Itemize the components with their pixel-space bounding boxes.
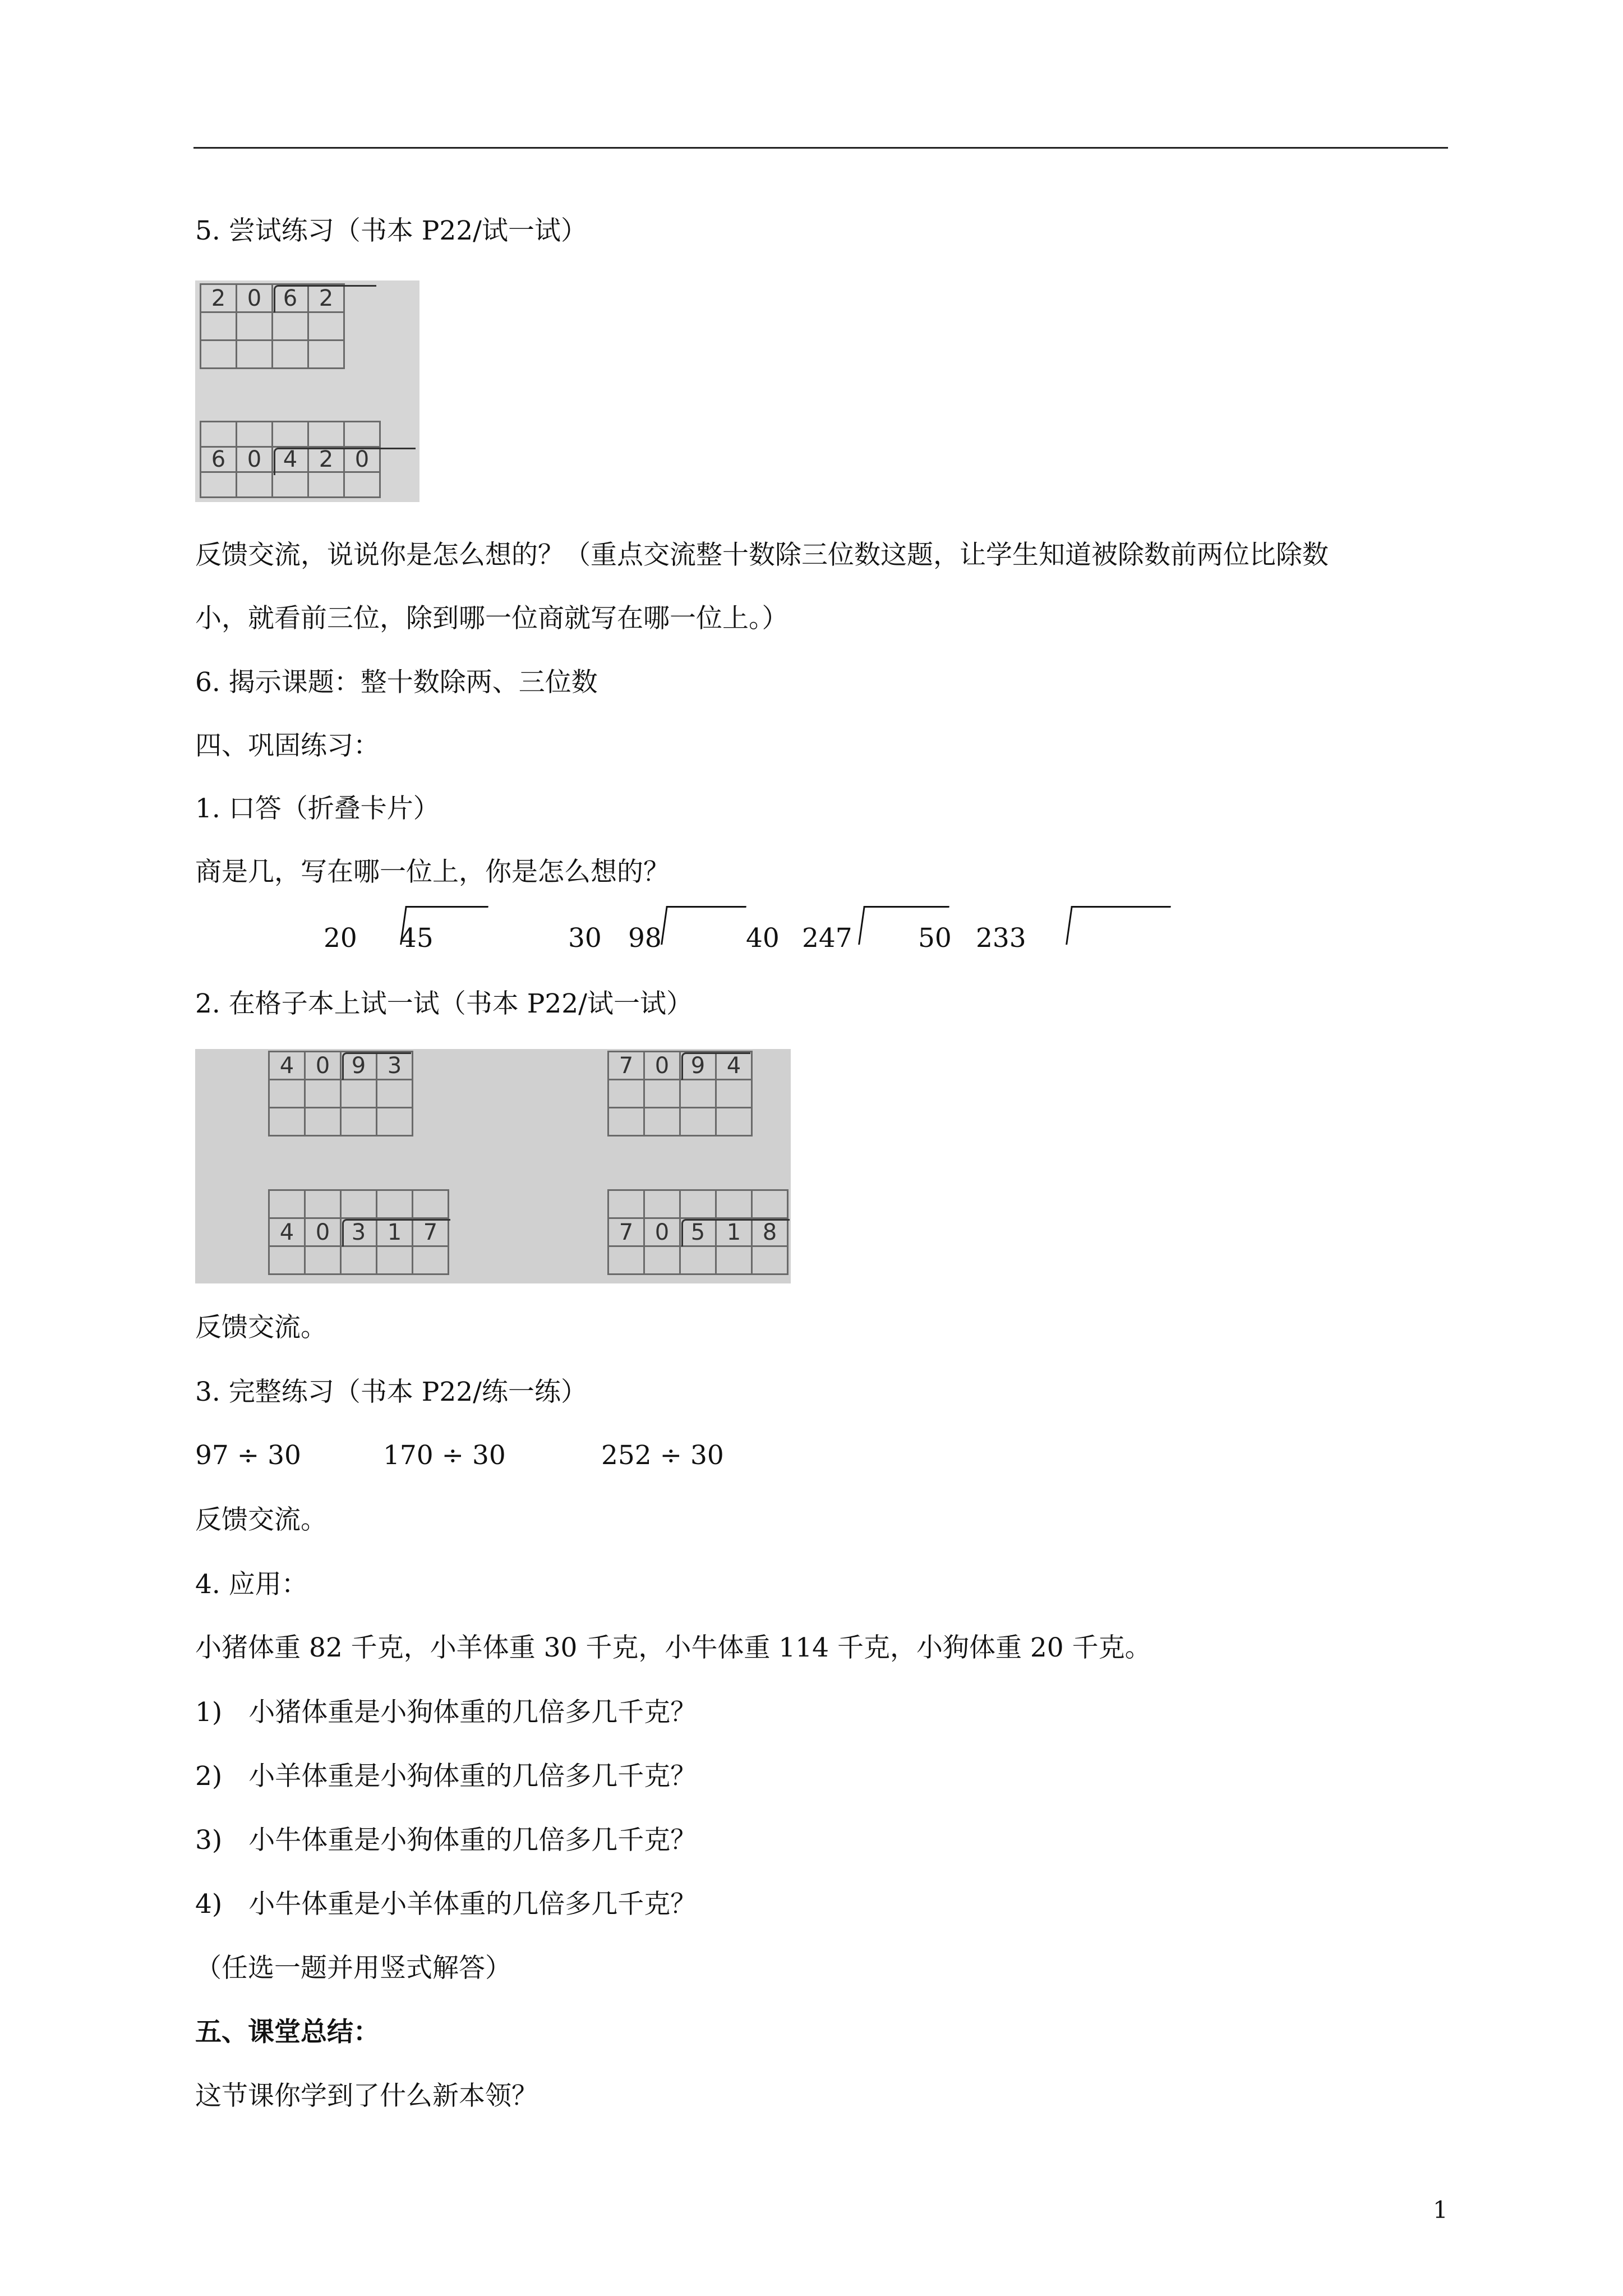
- dividend: 247: [802, 923, 852, 954]
- list-item: 1) 小猪体重是小狗体重的几倍多几千克？: [195, 1697, 697, 1728]
- dividend: 45: [400, 923, 434, 954]
- grid-image-try: [195, 280, 419, 502]
- line-question: 商是几，写在哪一位上，你是怎么想的？: [195, 857, 670, 887]
- divisor: 40: [746, 923, 780, 954]
- grid-digit: 2: [201, 285, 237, 313]
- line-summary-question: 这节课你学到了什么新本领？: [195, 2081, 538, 2111]
- grid-digit: 0: [645, 1052, 681, 1080]
- grid-digit: 7: [413, 1219, 449, 1247]
- grid-digit: 2: [309, 448, 345, 473]
- division-bracket: [681, 1052, 750, 1080]
- grid-digit: 3: [342, 1219, 377, 1247]
- line-grid-try: 2. 在格子本上试一试（书本 P22/试一试）: [195, 988, 693, 1019]
- line-feedback-4: 反馈交流。: [195, 1504, 327, 1535]
- grid-digit: 0: [345, 448, 381, 473]
- division-bracket: [342, 1052, 411, 1080]
- line-oral: 1. 口答（折叠卡片）: [195, 793, 440, 824]
- line-feedback-1: 反馈交流，说说你是怎么想的？（重点交流整十数除三位数这题，让学生知道被除数前两位比除数: [195, 540, 1329, 570]
- grid-digit: 1: [377, 1219, 413, 1247]
- divisor: 20: [324, 923, 357, 954]
- expression: 170 ÷ 30: [383, 1440, 506, 1471]
- grid-digit: 6: [273, 285, 309, 313]
- line-choose-one: （任选一题并用竖式解答）: [195, 1953, 511, 1984]
- grid-digit: 0: [306, 1219, 342, 1247]
- dividend: 233: [976, 923, 1026, 954]
- grid-digit: 3: [377, 1052, 413, 1080]
- list-item: 3) 小牛体重是小狗体重的几倍多几千克？: [195, 1825, 697, 1856]
- line-feedback-2: 小，就看前三位，除到哪一位商就写在哪一位上。）: [195, 603, 789, 634]
- header-rule: [193, 147, 1448, 149]
- page-number: 1: [1433, 2196, 1448, 2224]
- division-bracket: [681, 1219, 790, 1246]
- divisor: 30: [568, 923, 602, 954]
- grid-digit: 1: [717, 1219, 753, 1247]
- grid-digit: 4: [270, 1219, 306, 1247]
- grid-digit: 6: [201, 448, 237, 473]
- expression: 97 ÷ 30: [195, 1440, 301, 1471]
- grid-image-practice: [195, 1049, 791, 1283]
- list-item: 2) 小羊体重是小狗体重的几倍多几千克？: [195, 1761, 697, 1792]
- grid-digit: 0: [237, 285, 273, 313]
- division-bracket: [274, 448, 416, 475]
- section-heading-summary: 五、课堂总结：: [195, 2017, 380, 2047]
- line-feedback-3: 反馈交流。: [195, 1312, 327, 1343]
- divisor: 50: [918, 923, 952, 954]
- grid-digit: 9: [681, 1052, 717, 1080]
- line-complete-practice: 3. 完整练习（书本 P22/练一练）: [195, 1377, 587, 1407]
- grid-digit: 0: [645, 1219, 681, 1247]
- dividend: 98: [628, 923, 662, 954]
- grid-digit: 0: [306, 1052, 342, 1080]
- line-section-4: 四、巩固练习：: [195, 730, 380, 761]
- grid-digit: 2: [309, 285, 345, 313]
- grid-digit: 4: [717, 1052, 753, 1080]
- grid-digit: 7: [609, 1052, 645, 1080]
- line-weights: 小猪体重 82 千克，小羊体重 30 千克，小牛体重 114 千克，小狗体重 20 千克。: [195, 1632, 1151, 1663]
- division-bracket: [274, 285, 376, 312]
- division-bracket: [1066, 906, 1171, 945]
- grid-digit: 4: [273, 448, 309, 473]
- line-application: 4. 应用：: [195, 1569, 308, 1600]
- grid-digit: 9: [342, 1052, 377, 1080]
- line-try-practice: 5. 尝试练习（书本 P22/试一试）: [195, 215, 587, 246]
- list-item: 4) 小牛体重是小羊体重的几倍多几千克？: [195, 1889, 697, 1920]
- division-bracket: [342, 1219, 450, 1246]
- expression: 252 ÷ 30: [601, 1440, 724, 1471]
- grid-digit: 7: [609, 1219, 645, 1247]
- grid-digit: 5: [681, 1219, 717, 1247]
- grid-digit: 0: [237, 448, 273, 473]
- grid-digit: 8: [753, 1219, 789, 1247]
- line-topic: 6. 揭示课题：整十数除两、三位数: [195, 667, 598, 698]
- grid-digit: 4: [270, 1052, 306, 1080]
- division-bracket: [661, 906, 746, 945]
